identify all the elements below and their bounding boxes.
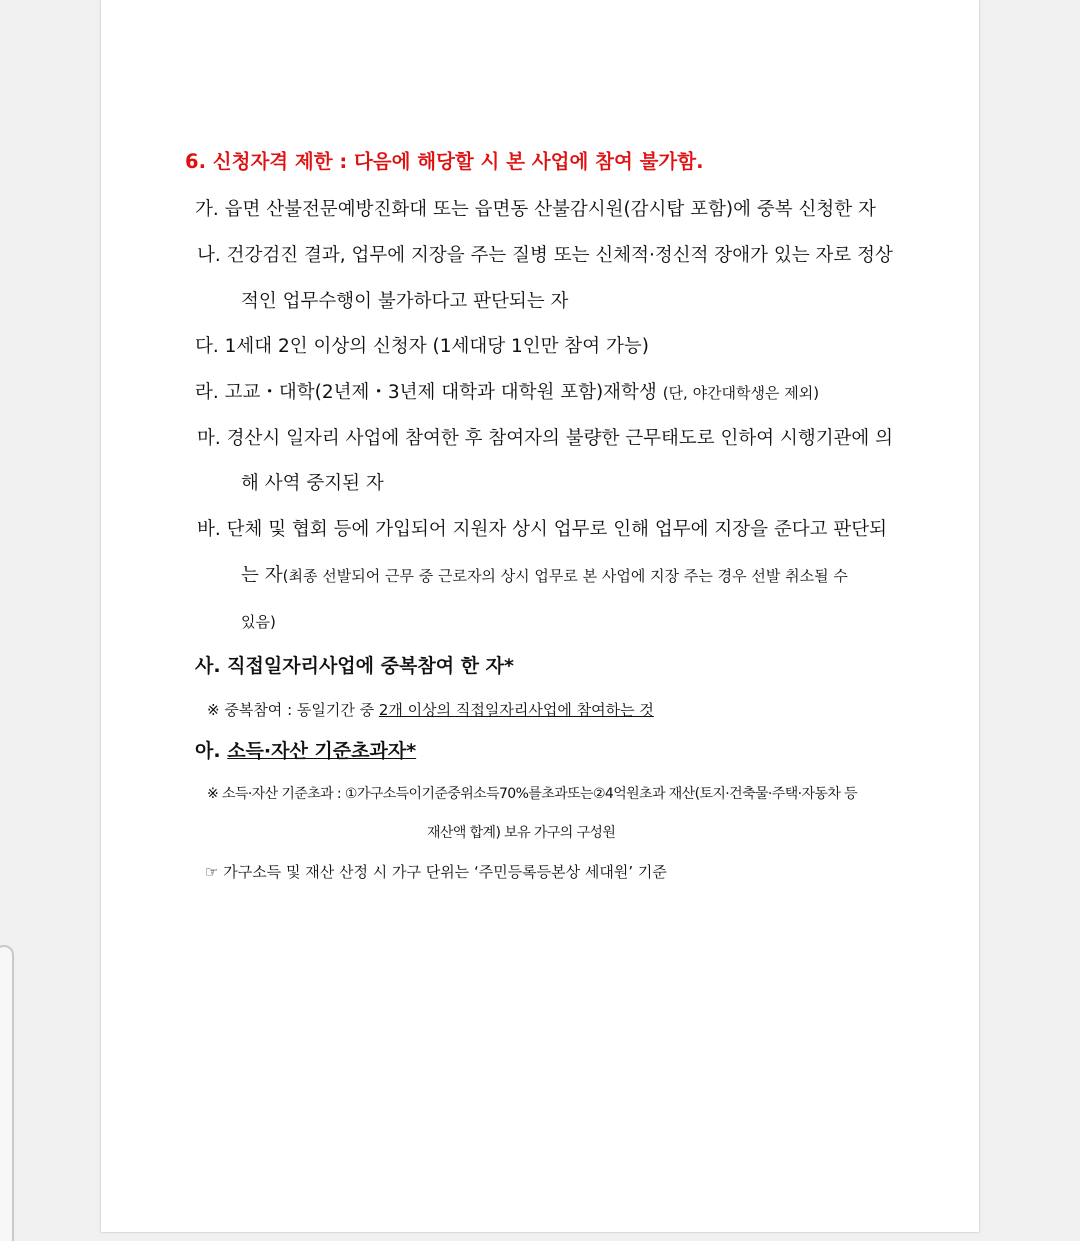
item-ga: 가. 읍면 산불전문예방진화대 또는 읍면동 산불감시원(감시탑 포함)에 중복 신청한 자 (195, 199, 876, 220)
document-page (101, 0, 979, 1232)
item-na-line2: 적인 업무수행이 불가하다고 판단되는 자 (241, 291, 569, 312)
item-ma-line2: 해 사역 중지된 자 (241, 473, 384, 494)
item-a (195, 739, 416, 763)
item-da: 다. 1세대 2인 이상의 신청자 (1세대당 1인만 참여 가능) (195, 336, 649, 357)
side-panel-handle[interactable] (0, 945, 14, 1241)
item-ra-note: (단, 야간대학생은 제외) (662, 384, 820, 402)
item-sa-note-prefix: ※ 중복참여 : 동일기간 중 (207, 701, 379, 719)
item-ba-line3: 있음) (241, 613, 276, 631)
item-sa-note-underlined: 2개 이상의 직접일자리사업에 참여하는 것 (378, 701, 654, 719)
item-ba-line1: 바. 단체 및 협회 등에 가입되어 지원자 상시 업무로 인해 업무에 지장을 준다고 판단되 (197, 519, 887, 540)
item-ba-line2-note: (최종 선발되어 근무 중 근로자의 상시 업무로 본 사업에 지장 주는 경우 선발 취소될 수 (282, 567, 848, 585)
item-ba-line2-main: 는 자 (241, 565, 283, 586)
item-a-note-line1: ※ 소득·자산 기준초과 : ①가구소득이기준중위소득70%를초과또는②4억원초과 재산(토지·건축물·주택·자동차 등 (207, 786, 858, 802)
item-a-note-line2: 재산액 합계) 보유 가구의 구성원 (427, 825, 616, 841)
item-sa-note (207, 698, 654, 722)
item-ba-line2 (241, 564, 848, 588)
item-a-underlined: 소득·자산 기준초과자* (227, 740, 417, 762)
item-ra-main: 라. 고교・대학(2년제・3년제 대학과 대학원 포함)재학생 (195, 382, 663, 403)
item-ma-line1: 마. 경산시 일자리 사업에 참여한 후 참여자의 불량한 근무태도로 인하여 시행기관에 의 (197, 428, 894, 449)
item-sa: 사. 직접일자리사업에 중복참여 한 자* (195, 655, 514, 677)
item-ra (195, 381, 819, 405)
item-na-line1: 나. 건강검진 결과, 업무에 지장을 주는 질병 또는 신체적·정신적 장애가 있는 자로 정상 (197, 245, 893, 266)
item-a-prefix: 아. (195, 740, 228, 762)
item-a-note-line3: ☞ 가구소득 및 재산 산정 시 가구 단위는 ‘주민등록등본상 세대원’ 기준 (205, 863, 667, 881)
section-heading: 6. 신청자격 제한 : 다음에 해당할 시 본 사업에 참여 불가함. (185, 150, 704, 173)
